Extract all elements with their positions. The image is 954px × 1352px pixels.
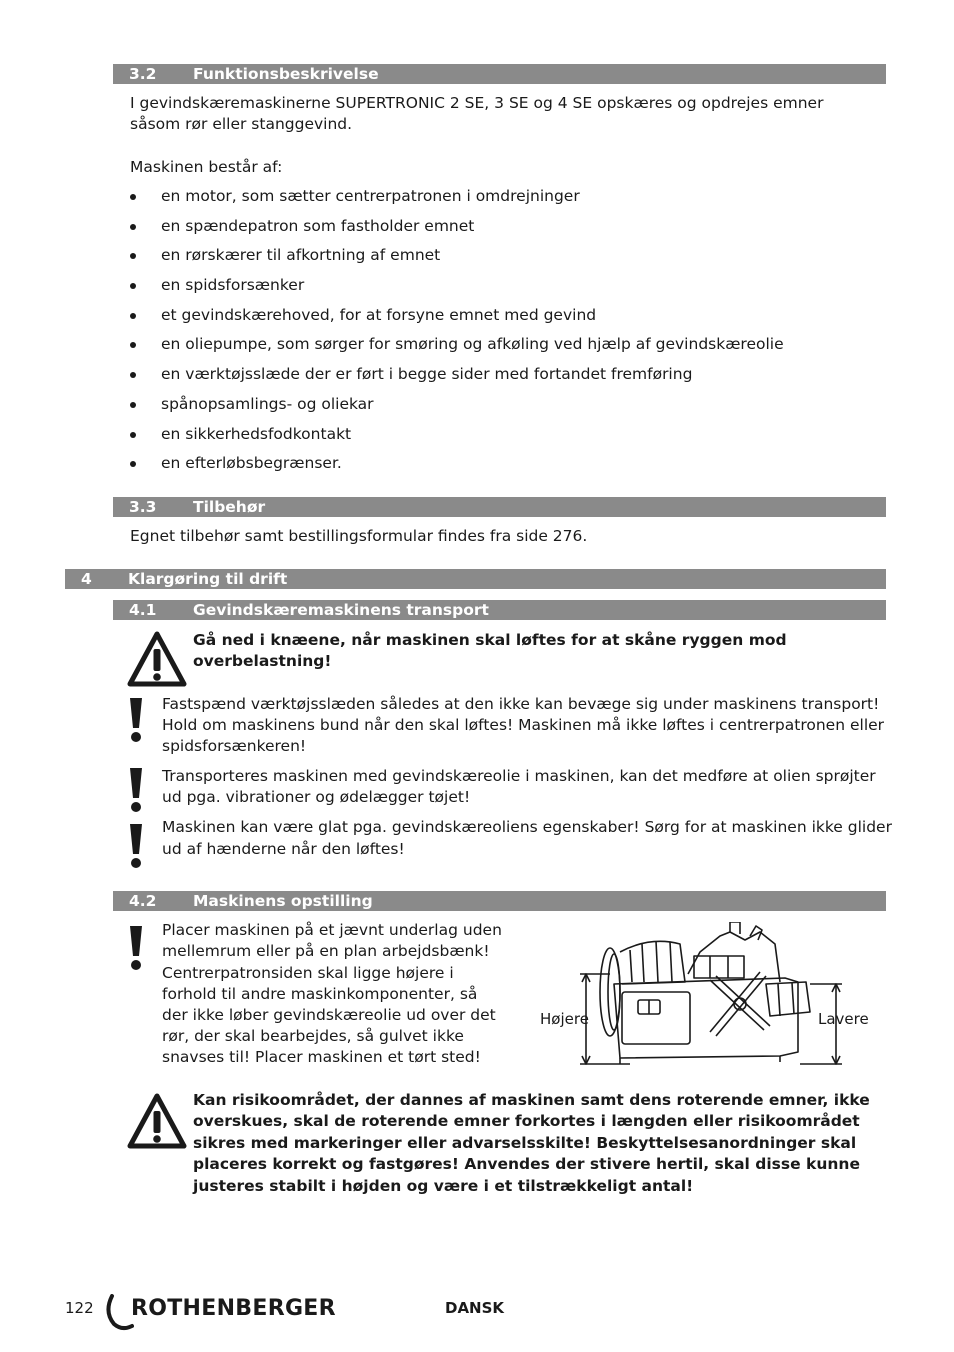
list-item: en efterløbsbegrænser.	[130, 453, 890, 483]
warning-text-line-2: overbelastning!	[193, 652, 332, 670]
bullet-icon	[130, 372, 136, 378]
exclamation-icon	[126, 822, 146, 870]
note-1-line-2: Hold om maskinens bund når den skal løftes! Maskinen må ikke løftes i centrerpatronen eller	[162, 716, 885, 734]
brand-logo: ROTHENBERGER	[131, 1296, 336, 1321]
section-number: 3.2	[129, 65, 157, 83]
exclamation-icon	[126, 696, 146, 744]
component-list	[130, 186, 890, 483]
setup-line-7: snavses til! Placer maskinen et tørt sted!	[162, 1048, 481, 1066]
note-1-line-1: Fastspænd værktøjsslæden således at den ikke kan bevæge sig under maskinens transport!	[162, 695, 880, 713]
risk-warning-line-2: overskues, skal de roterende emner forkortes i længden eller risikoområdet	[193, 1112, 860, 1130]
accessories-text: Egnet tilbehør samt bestillingsformular findes fra side 276.	[130, 527, 588, 545]
label-lower: Lavere	[818, 1010, 869, 1028]
section-number: 4.2	[129, 892, 157, 910]
risk-warning-line-1: Kan risikoområdet, der dannes af maskinen samt dens roterende emner, ikke	[193, 1091, 870, 1109]
exclamation-icon	[126, 766, 146, 814]
section-number: 4	[81, 570, 92, 588]
brand-swoosh-icon	[104, 1294, 134, 1332]
section-number: 3.3	[129, 498, 157, 516]
risk-warning-line-3: sikres med markeringer eller advarselsskilte! Beskyttelsesanordninger skal	[193, 1134, 857, 1152]
section-title: Klargøring til drift	[128, 570, 288, 588]
bullet-icon	[130, 283, 136, 289]
note-2-line-1: Transporteres maskinen med gevindskæreolie i maskinen, kan det medføre at olien sprøjter	[162, 767, 876, 785]
setup-line-1: Placer maskinen på et jævnt underlag uden	[162, 921, 502, 939]
list-item: spånopsamlings- og oliekar	[130, 394, 890, 424]
setup-line-5: der ikke løber gevindskæreolie ud over det	[162, 1006, 496, 1024]
language-label: DANSK	[445, 1299, 505, 1317]
section-header-4-1	[113, 600, 886, 620]
bullet-icon	[130, 194, 136, 200]
section-header-3-2	[113, 64, 886, 84]
list-item: et gevindskærehoved, for at forsyne emnet med gevind	[130, 305, 890, 335]
exclamation-icon	[126, 924, 146, 972]
note-3-line-2: ud af hænderne når den løftes!	[162, 840, 405, 858]
warning-text-line-1: Gå ned i knæene, når maskinen skal løftes for at skåne ryggen mod	[193, 631, 787, 649]
page-number: 122	[65, 1299, 94, 1317]
note-2-line-2: ud pga. vibrationer og ødelægger tøjet!	[162, 788, 471, 806]
bullet-icon	[130, 402, 136, 408]
intro-line-1: I gevindskæremaskinerne SUPERTRONIC 2 SE, 3 SE og 4 SE opskæres og opdrejes emner	[130, 94, 824, 112]
list-item: en sikkerhedsfodkontakt	[130, 424, 890, 454]
section-header-4	[65, 569, 886, 589]
section-title: Tilbehør	[193, 498, 266, 516]
note-3-line-1: Maskinen kan være glat pga. gevindskæreoliens egenskaber! Sørg for at maskinen ikke glider	[162, 818, 892, 836]
bullet-icon	[130, 461, 136, 467]
machine-illustration	[570, 922, 850, 1070]
list-item: en spidsforsænker	[130, 275, 890, 305]
consists-label: Maskinen består af:	[130, 158, 283, 176]
list-item: en rørskærer til afkortning af emnet	[130, 245, 890, 275]
bullet-icon	[130, 253, 136, 259]
risk-warning-line-4: placeres korrekt og fastgøres! Anvendes der stivere hertil, skal disse kunne	[193, 1155, 860, 1173]
setup-line-6: rør, der skal bearbejdes, så gulvet ikke	[162, 1027, 464, 1045]
setup-line-2: mellemrum eller på en plan arbejdsbænk!	[162, 942, 490, 960]
section-title: Gevindskæremaskinens transport	[193, 601, 489, 619]
bullet-icon	[130, 313, 136, 319]
bullet-icon	[130, 224, 136, 230]
section-number: 4.1	[129, 601, 157, 619]
warning-triangle-icon	[126, 630, 188, 688]
intro-line-2: såsom rør eller stanggevind.	[130, 115, 353, 133]
risk-warning-line-5: justeres stabilt i højden og være i et tilstrækkeligt antal!	[193, 1177, 694, 1195]
list-item: en spændepatron som fastholder emnet	[130, 216, 890, 246]
warning-triangle-icon	[126, 1092, 188, 1150]
bullet-icon	[130, 432, 136, 438]
setup-line-4: forhold til andre maskinkomponenter, så	[162, 985, 478, 1003]
list-item: en motor, som sætter centrerpatronen i omdrejninger	[130, 186, 890, 216]
section-header-3-3	[113, 497, 886, 517]
section-header-4-2	[113, 891, 886, 911]
list-item: en oliepumpe, som sørger for smøring og afkøling ved hjælp af gevindskæreolie	[130, 334, 890, 364]
label-higher: Højere	[540, 1010, 589, 1028]
list-item: en værktøjsslæde der er ført i begge sider med fortandet fremføring	[130, 364, 890, 394]
section-title: Maskinens opstilling	[193, 892, 373, 910]
setup-line-3: Centrerpatronsiden skal ligge højere i	[162, 964, 454, 982]
bullet-icon	[130, 342, 136, 348]
section-title: Funktionsbeskrivelse	[193, 65, 379, 83]
note-1-line-3: spidsforsænkeren!	[162, 737, 307, 755]
